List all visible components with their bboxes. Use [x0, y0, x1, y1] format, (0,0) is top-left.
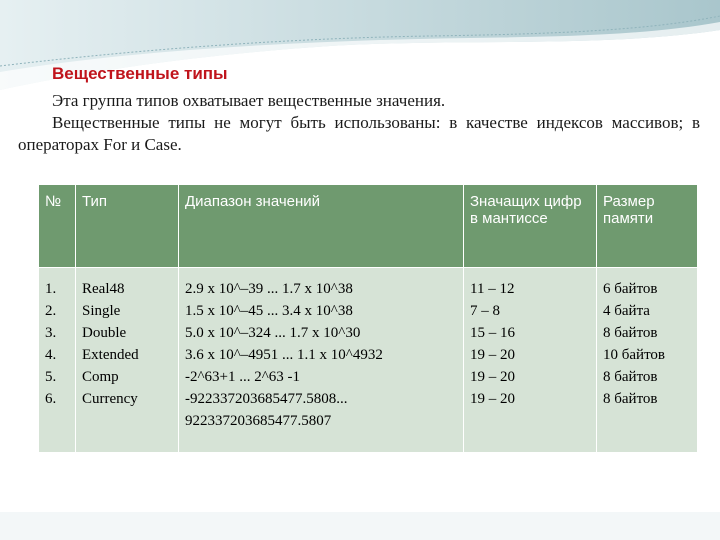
header-range: Диапазон значений	[179, 185, 464, 268]
table-row	[39, 268, 698, 453]
header-number: №	[39, 185, 76, 268]
type-item: Extended	[82, 347, 139, 363]
digits-item: 7 – 8	[470, 303, 500, 319]
type-item: Comp	[82, 369, 119, 385]
size-item: 8 байтов	[603, 391, 658, 407]
number-item: 2.	[45, 303, 57, 319]
range-item: 1.5 x 10^–45 ... 3.4 x 10^38	[185, 303, 353, 319]
range-item: 3.6 x 10^–4951 ... 1.1 x 10^4932	[185, 347, 383, 363]
cell-ranges	[179, 268, 464, 453]
size-item: 6 байтов	[603, 281, 658, 297]
paragraph-restrictions: Вещественные типы не могут быть использованы: в качестве индексов массивов; в операторах For и Case.	[18, 113, 700, 154]
range-item: -922337203685477.5808...	[185, 391, 348, 407]
size-item: 8 байтов	[603, 325, 658, 341]
digits-item: 11 – 12	[470, 281, 515, 297]
range-item: -2^63+1 ... 2^63 -1	[185, 369, 301, 385]
header-type: Тип	[76, 185, 179, 268]
range-item: 922337203685477.5807	[185, 413, 332, 429]
digits-item: 19 – 20	[470, 347, 515, 363]
cell-types	[76, 268, 179, 453]
type-item: Double	[82, 325, 127, 341]
size-item: 10 байтов	[603, 347, 666, 363]
header-size: Размер памяти	[597, 185, 698, 268]
number-item: 3.	[45, 325, 57, 341]
number-item: 5.	[45, 369, 57, 385]
real-types-table	[38, 184, 698, 453]
digits-item: 19 – 20	[470, 391, 515, 407]
cell-sizes	[597, 268, 698, 453]
table-header-row	[39, 185, 698, 268]
type-item: Currency	[82, 391, 138, 407]
digits-item: 15 – 16	[470, 325, 515, 341]
section-heading: Вещественные типы	[52, 64, 228, 83]
type-item: Single	[82, 303, 121, 319]
range-item: 5.0 x 10^–324 ... 1.7 x 10^30	[185, 325, 361, 341]
size-item: 8 байтов	[603, 369, 658, 385]
cell-numbers	[39, 268, 76, 453]
cell-digits	[464, 268, 597, 453]
number-item: 1.	[45, 281, 57, 297]
bottom-band	[0, 512, 720, 540]
slide-content	[18, 64, 700, 156]
type-item: Real48	[82, 281, 125, 297]
number-item: 4.	[45, 347, 57, 363]
digits-item: 19 – 20	[470, 369, 515, 385]
size-item: 4 байта	[603, 303, 650, 319]
header-digits: Значащих цифр в мантиссе	[464, 185, 597, 268]
number-item: 6.	[45, 391, 57, 407]
paragraph-intro: Эта группа типов охватывает вещественные значения.	[52, 91, 446, 110]
range-item: 2.9 x 10^–39 ... 1.7 x 10^38	[185, 281, 353, 297]
